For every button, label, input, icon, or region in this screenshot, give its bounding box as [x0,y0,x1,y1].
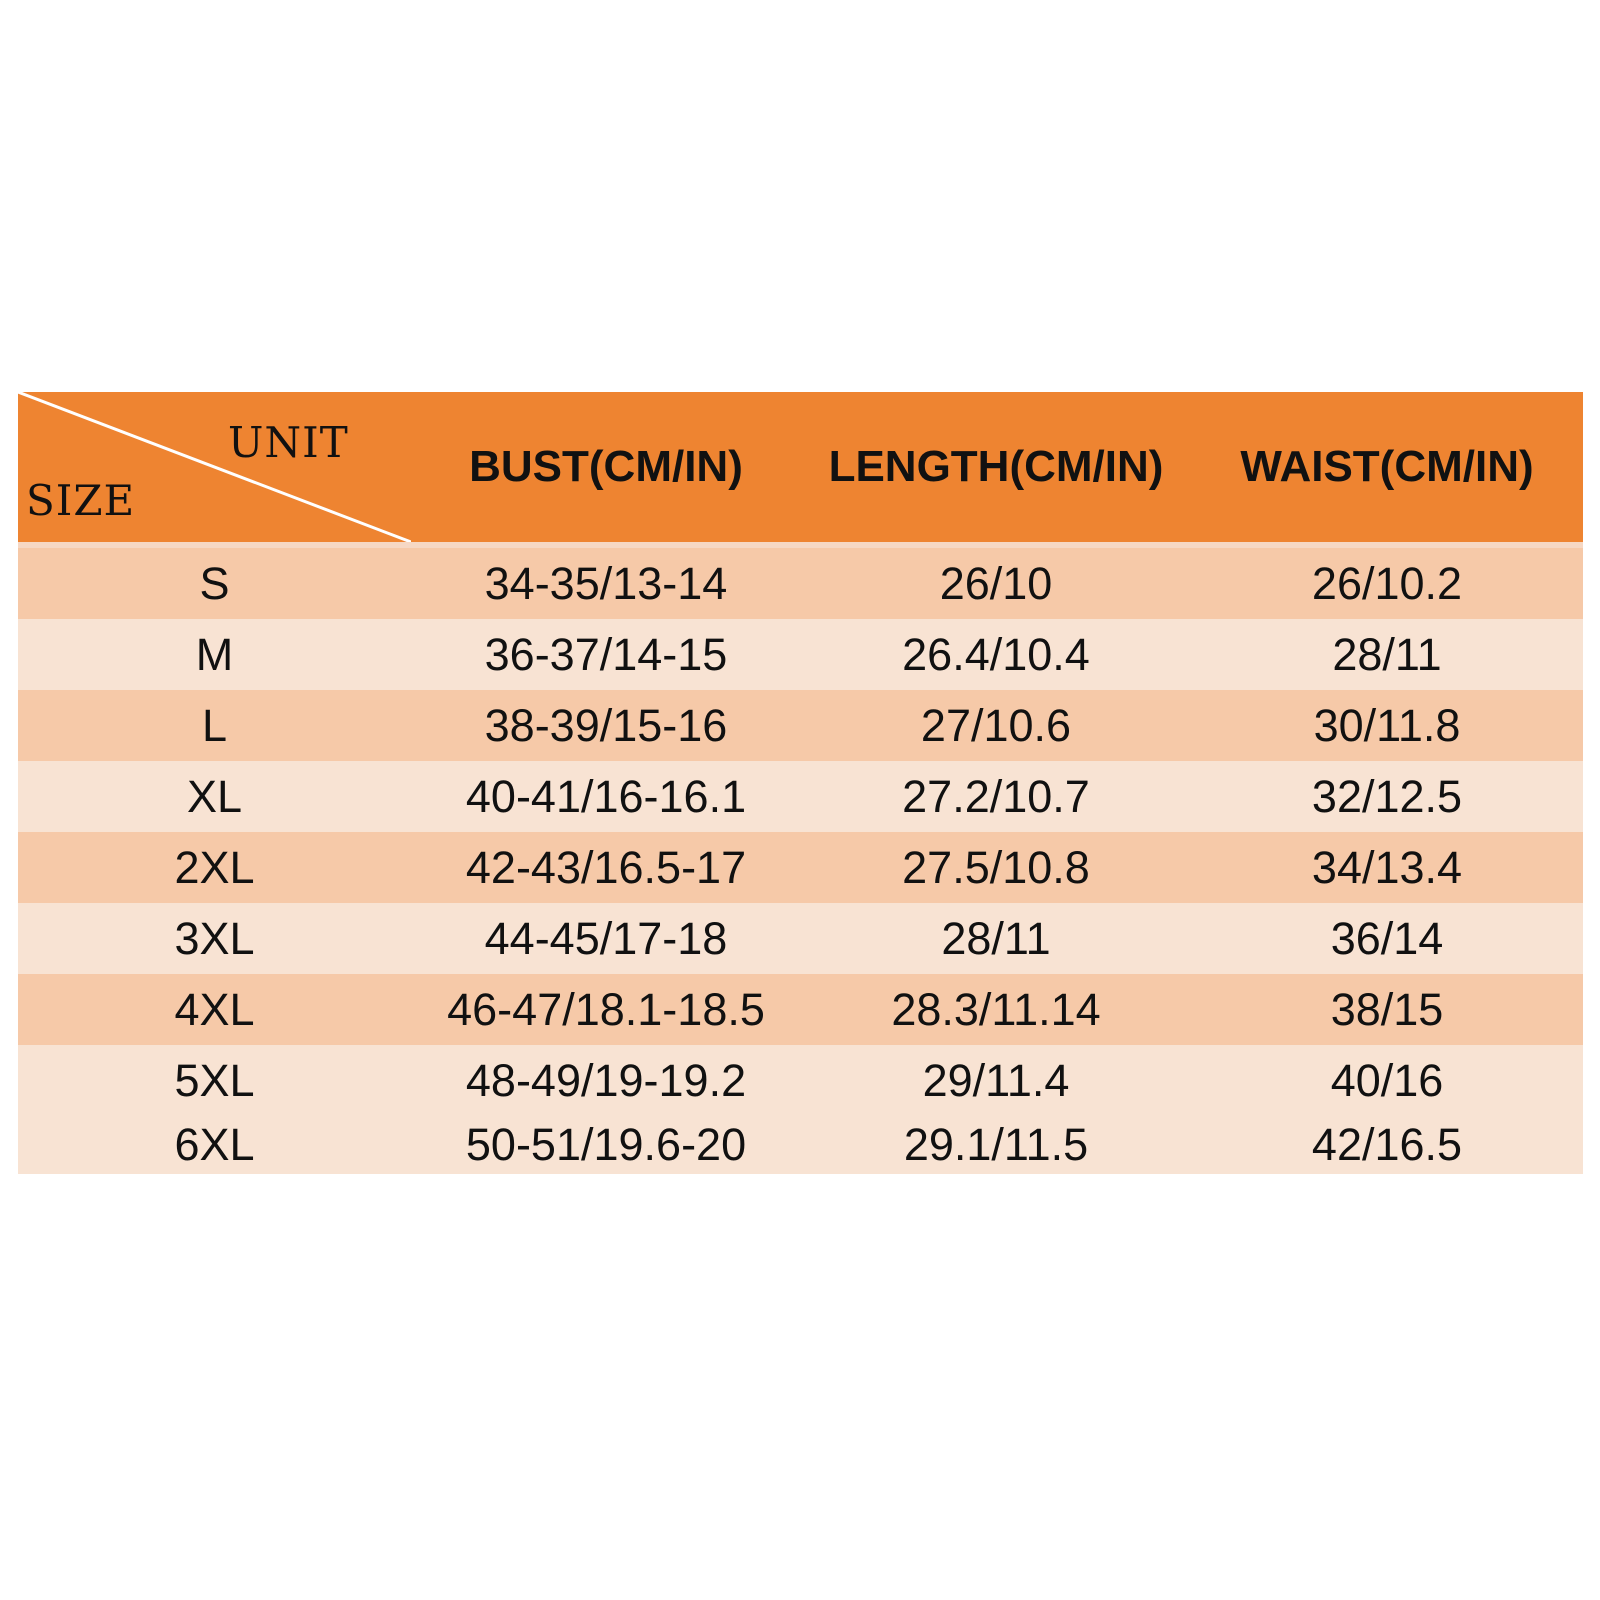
table-row [18,1045,1583,1116]
size-cell: L [201,700,228,751]
bust-cell: 42-43/16.5-17 [465,842,747,893]
corner-size-label: SIZE [26,476,136,525]
column-header-length: LENGTH(CM/IN) [828,442,1164,491]
table-row [18,690,1583,761]
column-header-bust: BUST(CM/IN) [469,442,743,491]
length-cell: 29.1/11.5 [903,1119,1089,1170]
length-cell: 26.4/10.4 [902,629,1090,680]
bust-cell: 34-35/13-14 [484,558,728,609]
length-cell: 27/10.6 [920,700,1072,751]
size-cell: 6XL [174,1119,255,1170]
waist-cell: 42/16.5 [1311,1119,1463,1170]
size-cell: XL [186,771,243,822]
table-row [18,903,1583,974]
bust-cell: 36-37/14-15 [484,629,728,680]
waist-cell: 40/16 [1330,1055,1444,1106]
table-row [18,548,1583,619]
corner-unit-label: UNIT [228,418,349,467]
corner-header-cell [18,392,411,542]
table-row [18,832,1583,903]
waist-cell: 34/13.4 [1311,842,1463,893]
size-cell: 5XL [174,1055,255,1106]
length-cell: 28.3/11.14 [891,984,1101,1035]
size-cell: 3XL [174,913,255,964]
bust-cell: 48-49/19-19.2 [465,1055,747,1106]
bust-cell: 50-51/19.6-20 [465,1119,747,1170]
table-row [18,1116,1583,1174]
bust-cell: 38-39/15-16 [484,700,728,751]
size-cell: M [195,629,234,680]
table-header-row [18,392,1583,548]
length-cell: 26/10 [939,558,1053,609]
table-row [18,974,1583,1045]
table-row [18,619,1583,690]
length-cell: 27.5/10.8 [902,842,1090,893]
waist-cell: 38/15 [1330,984,1444,1035]
length-cell: 29/11.4 [922,1055,1070,1106]
waist-cell: 36/14 [1330,913,1444,964]
size-cell: S [199,558,230,609]
length-cell: 27.2/10.7 [902,771,1090,822]
table-row [18,761,1583,832]
waist-cell: 32/12.5 [1311,771,1463,822]
size-cell: 4XL [174,984,255,1035]
column-header-waist: WAIST(CM/IN) [1240,442,1534,491]
waist-cell: 30/11.8 [1313,700,1461,751]
bust-cell: 44-45/17-18 [484,913,728,964]
size-chart-table [18,392,1583,1174]
waist-cell: 28/11 [1332,629,1442,680]
length-cell: 28/11 [941,913,1051,964]
waist-cell: 26/10.2 [1311,558,1463,609]
bust-cell: 46-47/18.1-18.5 [447,984,765,1035]
bust-cell: 40-41/16-16.1 [465,771,747,822]
size-cell: 2XL [174,842,255,893]
